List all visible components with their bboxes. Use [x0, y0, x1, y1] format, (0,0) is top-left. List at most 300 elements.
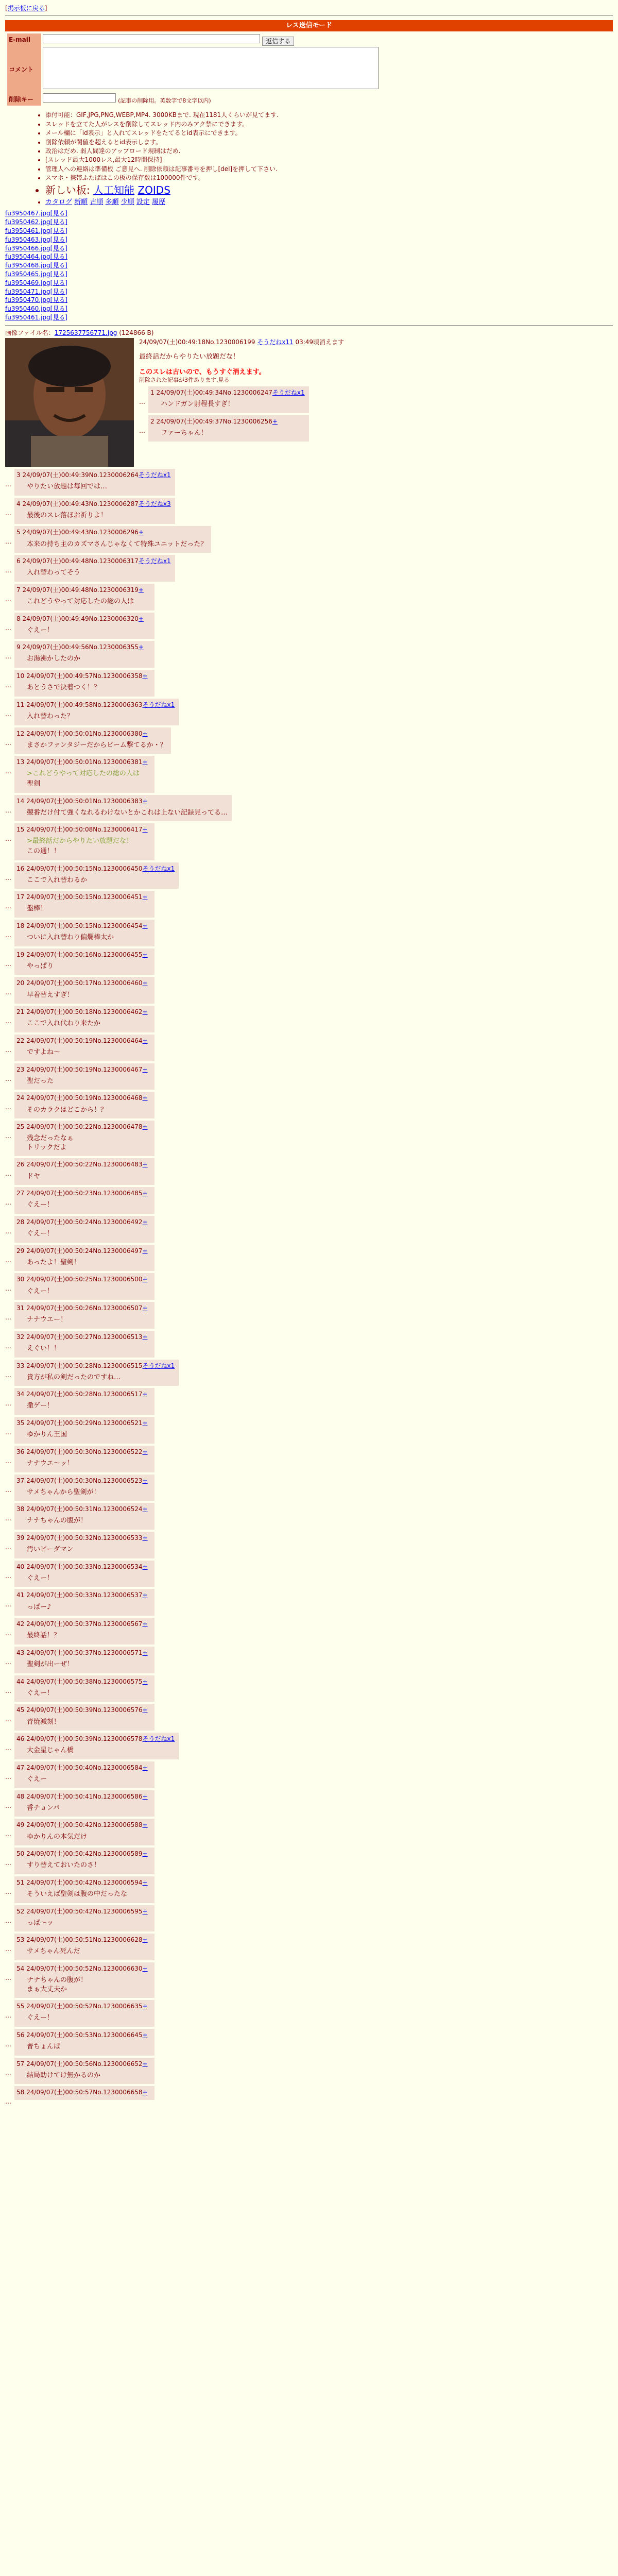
reply-post: [14, 1905, 154, 1932]
reply-number[interactable]: 37 24/09/07(土)00:50:30No.1230006523: [16, 1477, 143, 1484]
reply-text: 聖だった: [27, 1077, 54, 1085]
reply-post: [14, 584, 154, 611]
reply-number[interactable]: 6 24/09/07(土)00:49:48No.1230006317: [16, 557, 139, 565]
reply-meta: [16, 1362, 175, 1370]
reply-meta: [16, 922, 150, 930]
rule-item: • [スレッド最大1000レス,最大12時間保持]: [45, 156, 613, 164]
sodane-button[interactable]: +: [142, 979, 148, 987]
reply-meta: [16, 1304, 150, 1312]
sodane-button[interactable]: +: [142, 1534, 148, 1541]
history-link[interactable]: 履歴: [151, 198, 165, 206]
file-link-anchor[interactable]: fu3950471.jpg[見る]: [5, 287, 68, 295]
reply-number[interactable]: 55 24/09/07(土)00:50:52No.1230006635: [16, 2003, 143, 2010]
reply-text: やりたい放題は毎回では…: [27, 483, 108, 491]
reply-meta: [16, 1649, 150, 1657]
sodane-button[interactable]: +: [142, 1591, 148, 1599]
reply-post: [14, 1475, 154, 1501]
sodane-button[interactable]: +: [142, 1878, 148, 1886]
reply-post: [14, 1647, 154, 1673]
reply-number[interactable]: 28 24/09/07(土)00:50:24No.1230006492: [16, 1218, 143, 1226]
reply-meta: [16, 1448, 150, 1456]
file-link[interactable]: [5, 261, 613, 270]
sodane-button[interactable]: +: [142, 758, 148, 766]
reply-text: ナナちゃんの腹が！ まぁ大丈夫か: [27, 1976, 88, 1993]
file-link[interactable]: [5, 270, 613, 279]
reply-post: [14, 1618, 154, 1645]
reply-row: [5, 1417, 613, 1444]
op-datetime[interactable]: 24/09/07(土)00:49:18No.1230006199: [139, 338, 255, 346]
reply-row: [5, 1704, 613, 1731]
sort-few-link[interactable]: 少順: [121, 198, 134, 206]
reply-indent-marker: …: [5, 1104, 11, 1111]
reply-meta: [16, 471, 171, 479]
sodane-button[interactable]: +: [138, 529, 144, 536]
op-sodane-button[interactable]: そうだねx11: [257, 338, 294, 346]
reply-number[interactable]: 21 24/09/07(土)00:50:18No.1230006462: [16, 1008, 143, 1016]
thread-image-link[interactable]: 1725637756771.jpg: [54, 329, 117, 336]
reply-number[interactable]: 46 24/09/07(土)00:50:39No.1230006578: [16, 1735, 143, 1743]
sodane-button[interactable]: +: [142, 1448, 148, 1455]
file-link-anchor[interactable]: fu3950460.jpg[見る]: [5, 305, 68, 313]
sodane-button[interactable]: +: [142, 1620, 148, 1628]
reply-number[interactable]: 36 24/09/07(土)00:50:30No.1230006522: [16, 1448, 143, 1455]
file-link-anchor[interactable]: fu3950461.jpg[見る]: [5, 313, 68, 321]
reply-text: 盤棒！: [27, 905, 47, 913]
reply-row: [5, 1589, 613, 1616]
file-link-anchor[interactable]: fu3950468.jpg[見る]: [5, 262, 68, 269]
reply-number[interactable]: 56 24/09/07(土)00:50:53No.1230006645: [16, 2031, 143, 2039]
reply-list: [5, 469, 613, 2106]
sodane-button[interactable]: そうだねx1: [142, 701, 175, 708]
reply-post: [14, 977, 154, 1004]
reply-row: [5, 699, 613, 725]
reply-number[interactable]: 27 24/09/07(土)00:50:23No.1230006485: [16, 1190, 143, 1197]
reply-number[interactable]: 13 24/09/07(土)00:50:01No.1230006381: [16, 758, 143, 766]
reply-indent-marker: …: [5, 1285, 11, 1293]
reply-row: [5, 2086, 613, 2106]
reply-number[interactable]: 3 24/09/07(土)00:49:39No.1230006264: [16, 471, 139, 479]
file-link[interactable]: [5, 209, 613, 218]
sort-new-link[interactable]: 新順: [74, 198, 88, 206]
op-body: [139, 338, 613, 467]
reply-number[interactable]: 5 24/09/07(土)00:49:43No.1230006296: [16, 529, 139, 536]
reply-row: [5, 1063, 613, 1090]
reply-number[interactable]: 1 24/09/07(土)00:49:34No.1230006247: [150, 389, 272, 397]
file-link[interactable]: [5, 304, 613, 313]
sodane-button[interactable]: +: [142, 1649, 148, 1656]
reply-number[interactable]: 33 24/09/07(土)00:50:28No.1230006515: [16, 1362, 143, 1369]
file-link-anchor[interactable]: fu3950463.jpg[見る]: [5, 235, 68, 243]
reply-row: [5, 1905, 613, 1932]
reply-indent-marker: …: [5, 1075, 11, 1082]
file-link-anchor[interactable]: fu3950467.jpg[見る]: [5, 210, 68, 217]
reply-row: [5, 584, 613, 611]
top-bar: [掲示板に戻る]: [5, 5, 47, 12]
reply-number[interactable]: 16 24/09/07(土)00:50:15No.1230006450: [16, 865, 143, 872]
reply-number[interactable]: 4 24/09/07(土)00:49:43No.1230006287: [16, 500, 139, 507]
reply-meta: [16, 1878, 150, 1887]
reply-row: [5, 1934, 613, 1960]
sodane-button[interactable]: +: [142, 1706, 148, 1714]
file-label: 画像ファイル名：: [5, 329, 55, 336]
reply-post: [14, 1158, 154, 1185]
reply-row: [5, 1158, 613, 1185]
reply-number[interactable]: 18 24/09/07(土)00:50:15No.1230006454: [16, 922, 143, 929]
reply-indent-marker: …: [5, 509, 11, 517]
sodane-button[interactable]: +: [142, 1304, 148, 1312]
reply-indent-marker: …: [139, 398, 145, 406]
comment-textarea[interactable]: [43, 47, 379, 89]
reply-post: [14, 727, 171, 754]
sodane-button[interactable]: +: [142, 1677, 148, 1685]
reply-row: [5, 1761, 613, 1788]
reply-row: [5, 526, 613, 553]
reply-text: ついに入れ替わり偏爛棒太か: [27, 934, 114, 942]
reply-number[interactable]: 24 24/09/07(土)00:50:19No.1230006468: [16, 1094, 143, 1102]
op-post: [5, 338, 613, 467]
reply-text: ドヤ: [27, 1172, 41, 1180]
new-board-link[interactable]: ZOIDS: [138, 183, 170, 196]
sodane-button[interactable]: +: [142, 730, 148, 737]
file-link-anchor[interactable]: fu3950462.jpg[見る]: [5, 218, 68, 226]
sodane-button[interactable]: そうだねx1: [138, 471, 171, 479]
reply-number[interactable]: 31 24/09/07(土)00:50:26No.1230006507: [16, 1304, 143, 1312]
reply-row: [5, 1302, 613, 1329]
reply-row: [5, 555, 613, 582]
reply-row: [5, 1532, 613, 1558]
reply-text: 大金星じゃん橋: [27, 1747, 74, 1755]
reply-number[interactable]: 34 24/09/07(土)00:50:28No.1230006517: [16, 1391, 143, 1398]
sodane-button[interactable]: そうだねx1: [142, 865, 175, 872]
reply-text: ゆかりんの本気だけ: [27, 1833, 88, 1841]
reply-row: [5, 1121, 613, 1156]
reply-post: [14, 2058, 154, 2084]
reply-number[interactable]: 15 24/09/07(土)00:50:08No.1230006417: [16, 826, 143, 834]
sodane-button[interactable]: そうだねx1: [142, 1735, 175, 1743]
rule-item: • スレッドを立てた人がレスを削除してスレッド内のみアク禁にできます。: [45, 120, 613, 129]
reply-meta: [16, 1620, 150, 1628]
reply-row: [5, 891, 613, 918]
reply-row: [5, 498, 613, 524]
reply-indent-marker: …: [5, 1400, 11, 1408]
reply-number[interactable]: 35 24/09/07(土)00:50:29No.1230006521: [16, 1419, 143, 1427]
sodane-button[interactable]: +: [142, 797, 148, 805]
reply-number[interactable]: 30 24/09/07(土)00:50:25No.1230006500: [16, 1276, 143, 1283]
reply-text: お湯沸かしたのか: [27, 655, 81, 663]
sodane-button[interactable]: +: [142, 1247, 148, 1255]
reply-post: [14, 2029, 154, 2056]
rule-item: • 削除依頼が閾値を超えるとid表示します。: [45, 138, 613, 147]
reply-number[interactable]: 51 24/09/07(土)00:50:42No.1230006594: [16, 1878, 143, 1886]
sodane-button[interactable]: +: [142, 1563, 148, 1570]
reply-number[interactable]: 23 24/09/07(土)00:50:19No.1230006467: [16, 1065, 143, 1073]
reply-number[interactable]: 41 24/09/07(土)00:50:33No.1230006537: [16, 1591, 143, 1599]
catalog-link[interactable]: カタログ: [45, 198, 73, 206]
reply-number[interactable]: 53 24/09/07(土)00:50:51No.1230006628: [16, 1936, 143, 1944]
file-link[interactable]: [5, 252, 613, 261]
reply-number[interactable]: 7 24/09/07(土)00:49:48No.1230006319: [16, 586, 139, 594]
quoted-text: >最終話だからやりたい放題だな！: [27, 837, 133, 845]
reply-text: ぐえー！: [27, 1230, 54, 1238]
reply-meta: [16, 557, 171, 565]
sodane-button[interactable]: +: [142, 1850, 148, 1858]
sort-old-link[interactable]: 古順: [90, 198, 104, 206]
new-board-link[interactable]: 人工知能: [93, 183, 135, 196]
sodane-button[interactable]: +: [138, 586, 144, 594]
reply-text: 結局助けてけ無かるのか: [27, 2071, 101, 2079]
reply-number[interactable]: 54 24/09/07(土)00:50:52No.1230006630: [16, 1964, 143, 1972]
sodane-button[interactable]: +: [142, 1964, 148, 1972]
reply-row: [5, 1006, 613, 1032]
reply-text: ぐえー: [27, 1775, 47, 1784]
reply-meta: [16, 586, 150, 594]
reply-indent-marker: …: [5, 682, 11, 689]
sodane-button[interactable]: +: [142, 1190, 148, 1197]
reply-indent-marker: …: [5, 2012, 11, 2020]
reply-number[interactable]: 12 24/09/07(土)00:50:01No.1230006380: [16, 730, 143, 737]
file-link-anchor[interactable]: fu3950464.jpg[見る]: [5, 253, 68, 261]
file-link-anchor[interactable]: fu3950461.jpg[見る]: [5, 227, 68, 234]
reply-text: っぱ～ッ: [27, 1919, 54, 1927]
reply-post: [14, 862, 179, 889]
reply-number[interactable]: 38 24/09/07(土)00:50:31No.1230006524: [16, 1505, 143, 1513]
sodane-button[interactable]: +: [272, 417, 278, 425]
reply-number[interactable]: 58 24/09/07(土)00:50:57No.1230006658: [16, 2089, 143, 2096]
sodane-button[interactable]: +: [142, 2003, 148, 2010]
sodane-button[interactable]: +: [142, 1161, 148, 1168]
reply-number[interactable]: 42 24/09/07(土)00:50:37No.1230006567: [16, 1620, 143, 1628]
reply-number[interactable]: 29 24/09/07(土)00:50:24No.1230006497: [16, 1247, 143, 1255]
reply-post: [14, 795, 232, 822]
file-link-anchor[interactable]: fu3950469.jpg[見る]: [5, 279, 68, 286]
reply-indent-marker: …: [5, 1687, 11, 1694]
reply-indent-marker: …: [5, 1018, 11, 1025]
sodane-button[interactable]: +: [142, 1123, 148, 1131]
reply-text: 青焼減刻！: [27, 1718, 61, 1726]
sort-many-link[interactable]: 多順: [105, 198, 119, 206]
reply-row: [5, 1876, 613, 1903]
reply-post: [14, 1035, 154, 1061]
sodane-button[interactable]: +: [142, 1505, 148, 1513]
reply-number[interactable]: 25 24/09/07(土)00:50:22No.1230006478: [16, 1123, 143, 1131]
op-meta: [139, 338, 613, 346]
reply-number[interactable]: 22 24/09/07(土)00:50:19No.1230006464: [16, 1037, 143, 1044]
reply-row: [5, 977, 613, 1004]
sodane-button[interactable]: +: [142, 893, 148, 901]
reply-meta: [16, 500, 171, 508]
reply-meta: [16, 1792, 150, 1801]
reply-post: [14, 1503, 154, 1530]
reply-number[interactable]: 52 24/09/07(土)00:50:42No.1230006595: [16, 1907, 143, 1915]
reply-meta: [16, 1037, 150, 1045]
reply-number[interactable]: 2 24/09/07(土)00:49:37No.1230006256: [150, 417, 272, 425]
reply-number[interactable]: 57 24/09/07(土)00:50:56No.1230006652: [16, 2060, 143, 2067]
reply-post: [14, 1331, 154, 1358]
reply-number[interactable]: 50 24/09/07(土)00:50:42No.1230006589: [16, 1850, 143, 1858]
reply-number[interactable]: 39 24/09/07(土)00:50:32No.1230006533: [16, 1534, 143, 1541]
reply-number[interactable]: 19 24/09/07(土)00:50:16No.1230006455: [16, 951, 143, 958]
reply-number[interactable]: 40 24/09/07(土)00:50:33No.1230006534: [16, 1563, 143, 1570]
reply-row: [5, 1245, 613, 1272]
sodane-button[interactable]: +: [142, 1218, 148, 1226]
sodane-button[interactable]: +: [138, 643, 144, 651]
reply-meta: [16, 1907, 150, 1916]
file-link[interactable]: [5, 235, 613, 244]
reply-post: [14, 1388, 154, 1415]
reply-row: [5, 727, 613, 754]
reply-post: [14, 756, 154, 792]
reply-post: [14, 1245, 154, 1272]
reply-row: [5, 1446, 613, 1472]
reply-post: [14, 1848, 154, 1874]
reply-row: [5, 862, 613, 889]
reply-meta: [16, 701, 175, 709]
file-link[interactable]: [5, 296, 613, 304]
reply-number[interactable]: 48 24/09/07(土)00:50:41No.1230006586: [16, 1792, 143, 1800]
reply-text: まさかファンタジーだからビーム撃てるか・？: [27, 741, 167, 749]
file-link[interactable]: [5, 313, 613, 322]
reply-meta: [16, 1534, 150, 1542]
reply-text: 聖剣: [27, 779, 41, 788]
sodane-button[interactable]: +: [142, 1821, 148, 1829]
reply-indent-marker: …: [5, 903, 11, 910]
thread-image[interactable]: [5, 338, 134, 467]
reply-number[interactable]: 26 24/09/07(土)00:50:22No.1230006483: [16, 1161, 143, 1168]
reply-text: 聖剣が出ーぜ！: [27, 1660, 74, 1669]
reply-meta: [16, 1094, 150, 1102]
reply-number[interactable]: 45 24/09/07(土)00:50:39No.1230006576: [16, 1706, 143, 1714]
reply-number[interactable]: 8 24/09/07(土)00:49:49No.1230006320: [16, 615, 139, 622]
sodane-button[interactable]: +: [142, 1419, 148, 1427]
reply-row: [5, 1647, 613, 1673]
reply-number[interactable]: 49 24/09/07(土)00:50:42No.1230006588: [16, 1821, 143, 1829]
sodane-button[interactable]: +: [142, 672, 148, 680]
reply-indent-marker: …: [5, 874, 11, 882]
sodane-button[interactable]: そうだねx1: [272, 389, 305, 397]
reply-number[interactable]: 20 24/09/07(土)00:50:17No.1230006460: [16, 979, 143, 987]
sodane-button[interactable]: +: [142, 1094, 148, 1102]
reply-meta: [16, 1936, 150, 1944]
rule-item: • メール欄に「id表示」と入れてスレッドをたてるとid表示にできます。: [45, 129, 613, 138]
back-to-board-link[interactable]: 掲示板に戻る: [7, 5, 45, 12]
sodane-button[interactable]: +: [142, 2060, 148, 2067]
reply-meta: [16, 1821, 150, 1829]
reply-number[interactable]: 9 24/09/07(土)00:49:56No.1230006355: [16, 643, 139, 651]
sodane-button[interactable]: +: [142, 1276, 148, 1283]
sodane-button[interactable]: +: [142, 826, 148, 834]
reply-number[interactable]: 44 24/09/07(土)00:50:38No.1230006575: [16, 1677, 143, 1685]
reply-row: [5, 641, 613, 668]
reply-post: [14, 1733, 179, 1759]
sodane-button[interactable]: そうだねx1: [142, 1362, 175, 1369]
reply-mode-bar: レス送信モード: [5, 20, 613, 31]
file-link-anchor[interactable]: fu3950470.jpg[見る]: [5, 296, 68, 304]
file-link[interactable]: [5, 244, 613, 253]
reply-number[interactable]: 47 24/09/07(土)00:50:40No.1230006584: [16, 1764, 143, 1771]
reply-indent-marker: …: [5, 1945, 11, 1953]
settings-link[interactable]: 設定: [136, 198, 150, 206]
reply-post: [14, 1790, 154, 1817]
reply-number[interactable]: 32 24/09/07(土)00:50:27No.1230006513: [16, 1333, 143, 1341]
sodane-button[interactable]: +: [142, 1391, 148, 1398]
file-link[interactable]: [5, 227, 613, 235]
reply-indent-marker: …: [5, 1199, 11, 1207]
reply-post: [14, 1006, 154, 1032]
divider: [5, 15, 613, 16]
sodane-button[interactable]: +: [142, 2031, 148, 2039]
sodane-button[interactable]: +: [142, 1477, 148, 1484]
sodane-button[interactable]: +: [142, 2089, 148, 2096]
submit-reply-button[interactable]: 返信する: [262, 37, 294, 46]
file-link[interactable]: [5, 218, 613, 227]
file-link-anchor[interactable]: fu3950466.jpg[見る]: [5, 244, 68, 252]
reply-meta: [16, 951, 150, 959]
deleted-notice: 削除された記事が3件あります.見る: [139, 377, 230, 384]
reply-meta: [16, 2002, 150, 2010]
sodane-button[interactable]: +: [142, 1792, 148, 1800]
email-field[interactable]: [43, 34, 260, 43]
reply-meta: [16, 1247, 150, 1255]
reply-indent-marker: …: [5, 567, 11, 574]
reply-indent-marker: …: [5, 2069, 11, 2077]
sodane-button[interactable]: そうだねx1: [138, 557, 171, 565]
reply-number[interactable]: 17 24/09/07(土)00:50:15No.1230006451: [16, 893, 143, 901]
sodane-button[interactable]: +: [142, 1037, 148, 1044]
sodane-button[interactable]: そうだねx3: [138, 500, 171, 507]
sodane-button[interactable]: +: [142, 1008, 148, 1016]
sodane-button[interactable]: +: [142, 1907, 148, 1915]
reply-text: ここで入れ替わるか: [27, 876, 88, 884]
sodane-button[interactable]: +: [142, 1764, 148, 1771]
sodane-button[interactable]: +: [142, 1333, 148, 1341]
reply-number[interactable]: 11 24/09/07(土)00:49:58No.1230006363: [16, 701, 143, 708]
reply-indent-marker: …: [5, 806, 11, 814]
reply-post: [14, 1302, 154, 1329]
reply-indent-marker: …: [139, 427, 145, 434]
reply-text: 普ちょんば: [27, 2043, 61, 2051]
file-link[interactable]: [5, 279, 613, 287]
sodane-button[interactable]: +: [142, 922, 148, 929]
reply-indent-marker: …: [5, 1256, 11, 1264]
file-link-anchor[interactable]: fu3950465.jpg[見る]: [5, 270, 68, 278]
reply-post: [14, 823, 154, 860]
reply-post: [14, 1876, 154, 1903]
reply-text: ですよね～: [27, 1048, 61, 1057]
old-thread-warning: このスレは古いので、もうすぐ消えます。: [139, 368, 266, 376]
reply-meta: [16, 1189, 150, 1197]
sodane-button[interactable]: +: [138, 615, 144, 622]
sodane-button[interactable]: +: [142, 1936, 148, 1944]
reply-indent-marker: …: [5, 1457, 11, 1465]
reply-number[interactable]: 43 24/09/07(土)00:50:37No.1230006571: [16, 1649, 143, 1656]
reply-meta: [16, 2031, 150, 2039]
reply-post: [14, 1962, 154, 1998]
delete-key-field[interactable]: [43, 93, 116, 103]
reply-text: ここで入れ代わり来たか: [27, 1020, 101, 1028]
reply-meta: [16, 1390, 150, 1398]
reply-row: [5, 1962, 613, 1998]
reply-post: [14, 1360, 179, 1386]
file-link[interactable]: [5, 287, 613, 296]
reply-number[interactable]: 10 24/09/07(土)00:49:57No.1230006358: [16, 672, 143, 680]
reply-meta: [16, 825, 150, 834]
sodane-button[interactable]: +: [142, 951, 148, 958]
reply-number[interactable]: 14 24/09/07(土)00:50:01No.1230006383: [16, 797, 143, 805]
sodane-button[interactable]: +: [142, 1065, 148, 1073]
reply-meta: [16, 1218, 150, 1226]
reply-meta: [16, 2060, 150, 2068]
thread-file-line: [5, 329, 613, 337]
